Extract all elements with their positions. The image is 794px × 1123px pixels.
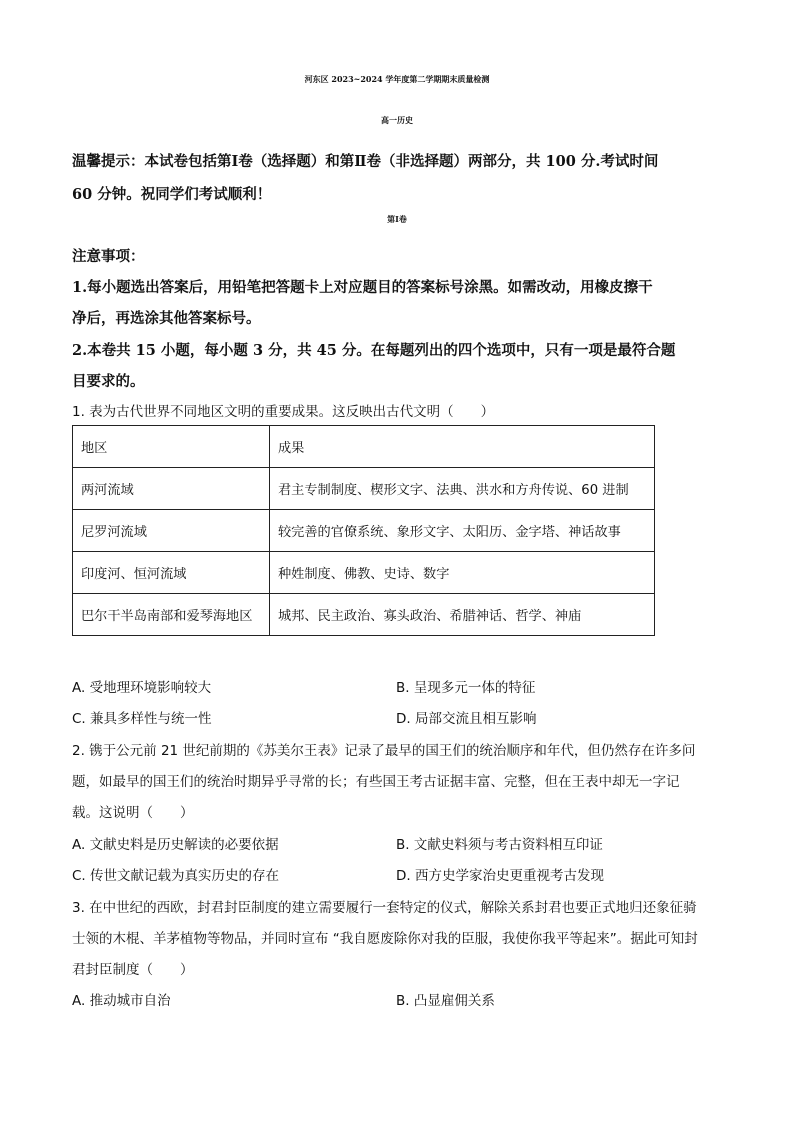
table-row (73, 468, 655, 510)
q2-stem-line-3: 载。这说明（ ） (72, 805, 194, 821)
table-header-cell: 地区 (73, 426, 270, 468)
q2-stem-line-1: 2. 镌于公元前 21 世纪前期的《苏美尔王表》记录了最早的国王们的统治顺序和年代，但仍然存在许多问 (72, 743, 696, 759)
q1-table (72, 425, 655, 636)
q1-option-b[interactable]: B. 呈现多元一体的特征 (396, 680, 536, 696)
q1-option-c[interactable]: C. 兼具多样性与统一性 (72, 711, 212, 727)
note-2-line-2: 目要求的。 (72, 373, 145, 390)
note-1-line-2: 净后，再选涂其他答案标号。 (72, 310, 261, 327)
q2-option-d[interactable]: D. 西方史学家治史更重视考古发现 (396, 868, 604, 884)
table-row (73, 594, 655, 636)
subject-title: 高一历史 (381, 115, 413, 125)
q3-stem-line-1: 3. 在中世纪的西欧，封君封臣制度的建立需要履行一套特定的仪式，解除关系封君也要正式地归还象征骑 (72, 900, 697, 916)
q3-option-b[interactable]: B. 凸显雇佣关系 (396, 993, 495, 1009)
note-1-line-1: 1.每小题选出答案后，用铅笔把答题卡上对应题目的答案标号涂黑。如需改动，用橡皮擦干 (72, 279, 653, 296)
table-cell: 两河流域 (73, 468, 270, 510)
q3-stem-line-2: 士领的木棍、羊茅植物等物品，并同时宣布 “我自愿废除你对我的臣服，我使你我平等起来”。据此可知封 (72, 931, 698, 947)
q2-stem-line-2: 题，如最早的国王们的统治时期异乎寻常的长；有些国王考古证据丰富、完整，但在王表中却无一字记 (72, 774, 680, 790)
table-cell: 城邦、民主政治、寡头政治、希腊神话、哲学、神庙 (270, 594, 655, 636)
q3-stem-line-3: 君封臣制度（ ） (72, 962, 194, 978)
notice-line-2: 60 分钟。祝同学们考试顺利！ (72, 186, 272, 203)
table-header-row (73, 426, 655, 468)
table-cell: 巴尔干半岛南部和爱琴海地区 (73, 594, 270, 636)
q1-option-a[interactable]: A. 受地理环境影响较大 (72, 680, 212, 696)
section-title: 第Ⅰ卷 (387, 214, 407, 224)
table-cell: 印度河、恒河流域 (73, 552, 270, 594)
table-cell: 较完善的官僚系统、象形文字、太阳历、金字塔、神话故事 (270, 510, 655, 552)
notice-line-1: 温馨提示：本试卷包括第Ⅰ卷（选择题）和第Ⅱ卷（非选择题）两部分，共 100 分.考试时间 (72, 153, 659, 170)
q2-option-a[interactable]: A. 文献史料是历史解读的必要依据 (72, 837, 279, 853)
note-2-line-1: 2.本卷共 15 小题，每小题 3 分，共 45 分。在每题列出的四个选项中，只有一项是最符合题 (72, 342, 676, 359)
q2-option-c[interactable]: C. 传世文献记载为真实历史的存在 (72, 868, 280, 884)
q2-option-b[interactable]: B. 文献史料须与考古资料相互印证 (396, 837, 603, 853)
table-cell: 尼罗河流域 (73, 510, 270, 552)
table-cell: 种姓制度、佛教、史诗、数字 (270, 552, 655, 594)
q3-option-a[interactable]: A. 推动城市自治 (72, 993, 171, 1009)
q1-option-d[interactable]: D. 局部交流且相互影响 (396, 711, 537, 727)
exam-title: 河东区 2023~2024 学年度第二学期期末质量检测 (304, 74, 490, 84)
notes-heading: 注意事项： (72, 248, 145, 265)
table-row (73, 552, 655, 594)
q1-stem: 1. 表为古代世界不同地区文明的重要成果。这反映出古代文明（ ） (72, 404, 495, 420)
table-header-cell: 成果 (270, 426, 655, 468)
table-cell: 君主专制制度、楔形文字、法典、洪水和方舟传说、60 进制 (270, 468, 655, 510)
table-row (73, 510, 655, 552)
